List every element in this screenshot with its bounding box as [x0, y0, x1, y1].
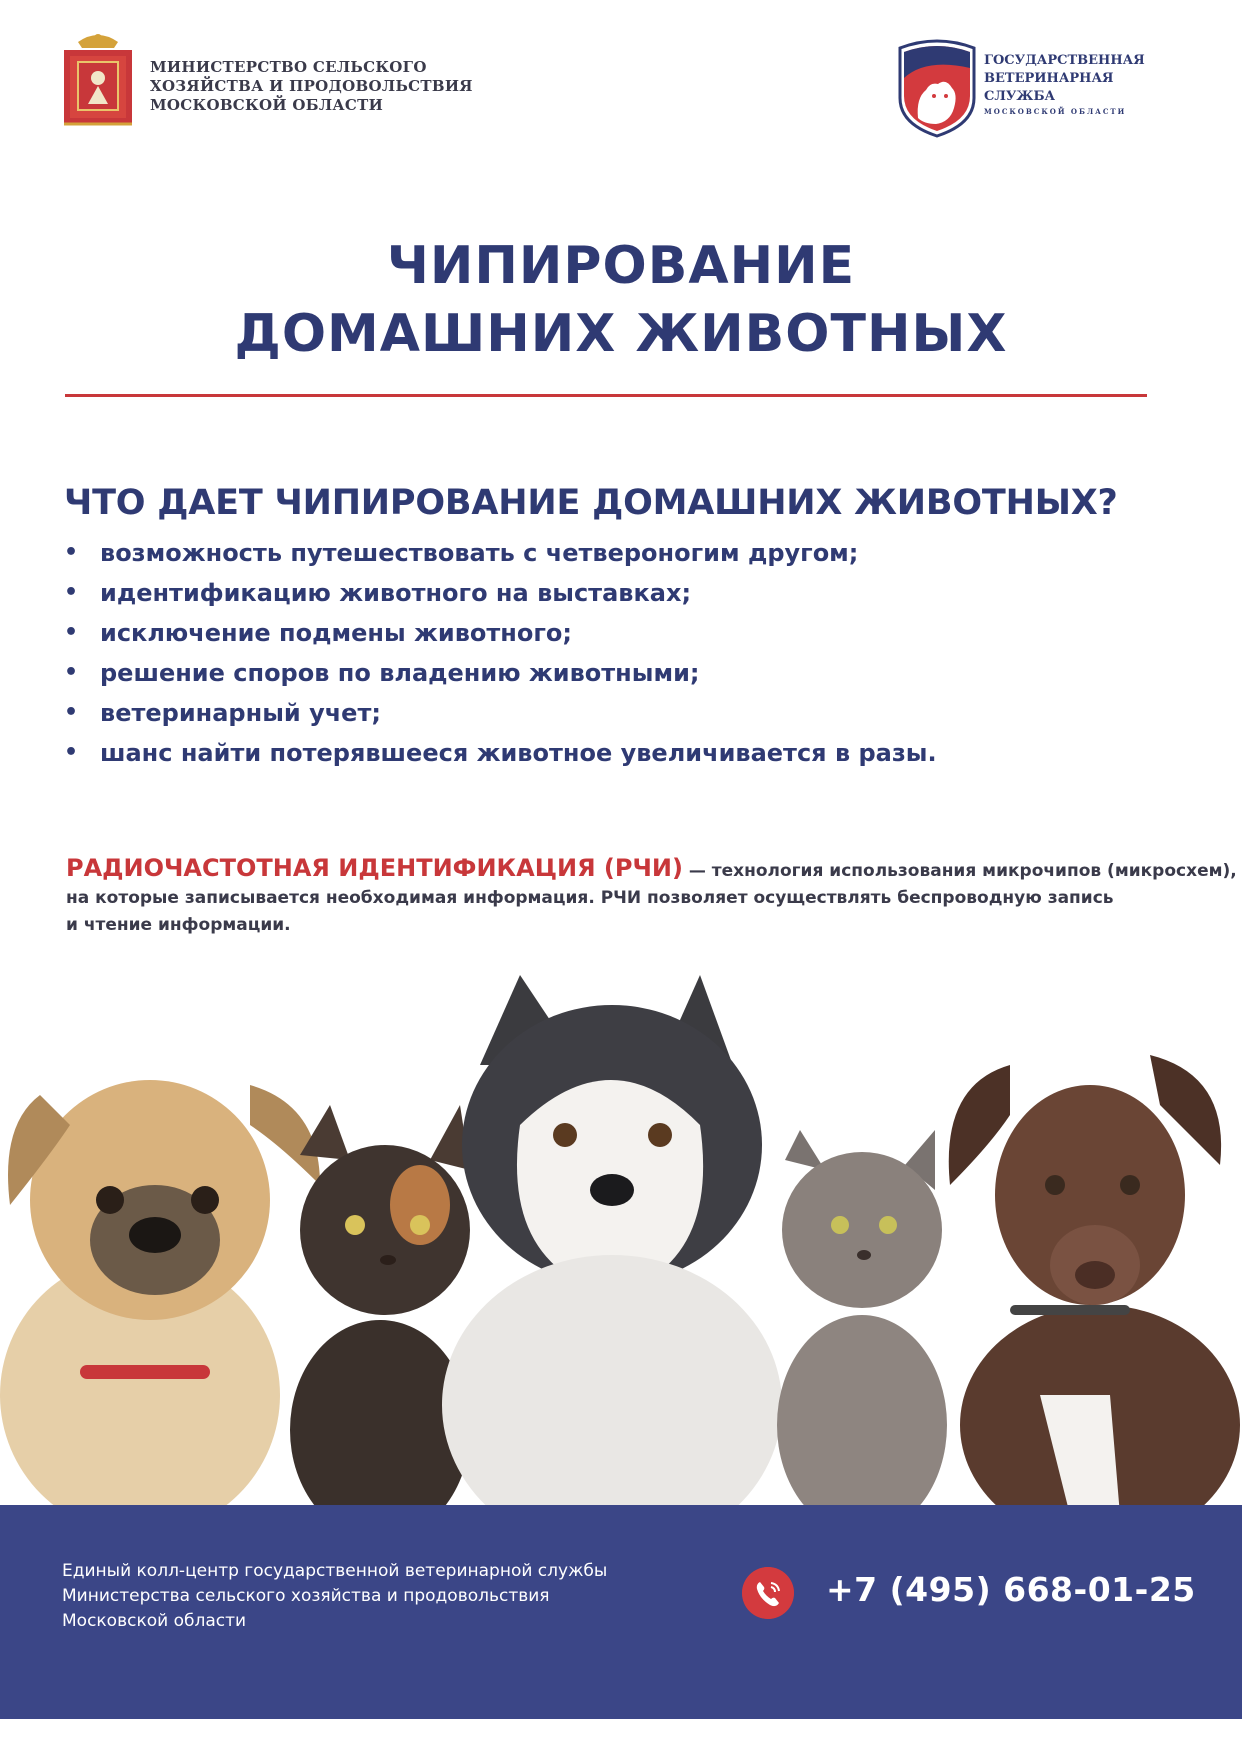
vet-service-region: МОСКОВСКОЙ ОБЛАСТИ	[984, 107, 1127, 116]
list-item	[64, 653, 1164, 693]
dog-left	[0, 1080, 320, 1515]
list-item	[64, 573, 1164, 613]
footer-line: Единый колл-центр государственной ветеринарной службы	[62, 1561, 608, 1581]
vet-service-name	[984, 52, 1164, 118]
list-item	[64, 733, 1164, 773]
ministry-name	[150, 58, 473, 115]
vet-service-line: СЛУЖБА	[984, 89, 1056, 104]
list-item-text: ветеринарный учет;	[100, 699, 381, 727]
list-item-text: идентификацию животного на выставках;	[100, 579, 692, 607]
rfid-description	[66, 854, 1237, 939]
phone-number[interactable]: +7 (495) 668-01-25	[826, 1570, 1196, 1609]
list-item	[64, 613, 1164, 653]
phone-icon[interactable]	[742, 1567, 794, 1619]
page-title	[0, 232, 1242, 368]
title-line: ДОМАШНИХ ЖИВОТНЫХ	[234, 304, 1008, 364]
cat-right	[777, 1130, 947, 1515]
list-item	[64, 533, 1164, 573]
list-item	[64, 693, 1164, 733]
bullet-icon: •	[64, 620, 79, 645]
benefits-list	[64, 533, 1164, 773]
rfid-text: и чтение информации.	[66, 915, 291, 935]
footer-line: Министерства сельского хозяйства и продовольствия	[62, 1586, 550, 1606]
list-item-text: решение споров по владению животными;	[100, 659, 700, 687]
list-item-text: исключение подмены животного;	[100, 619, 572, 647]
bullet-icon: •	[64, 740, 79, 765]
bullet-icon: •	[64, 540, 79, 565]
bullet-icon: •	[64, 700, 79, 725]
rfid-text: — технология использования микрочипов (микросхем),	[682, 861, 1237, 881]
title-divider	[65, 394, 1147, 397]
ministry-line: ХОЗЯЙСТВА И ПРОДОВОЛЬСТВИЯ	[150, 77, 473, 95]
vet-service-shield-icon	[896, 38, 978, 138]
list-item-text: шанс найти потерявшееся животное увеличивается в разы.	[100, 739, 937, 767]
pets-illustration	[0, 975, 1242, 1515]
vet-service-line: ГОСУДАРСТВЕННАЯ	[984, 53, 1145, 68]
call-center-description	[62, 1559, 682, 1634]
vet-service-line: ВЕТЕРИНАРНАЯ	[984, 71, 1114, 86]
moscow-region-crest-icon	[58, 28, 138, 128]
ministry-line: МОСКОВСКОЙ ОБЛАСТИ	[150, 96, 384, 114]
rfid-text: на которые записывается необходимая информация. РЧИ позволяет осуществлять беспроводную запись	[66, 888, 1114, 908]
list-item-text: возможность путешествовать с четвероногим другом;	[100, 539, 859, 567]
rfid-term: РАДИОЧАСТОТНАЯ ИДЕНТИФИКАЦИЯ (РЧИ)	[66, 854, 683, 882]
benefits-heading: ЧТО ДАЕТ ЧИПИРОВАНИЕ ДОМАШНИХ ЖИВОТНЫХ?	[64, 483, 1118, 523]
footer-line: Московской области	[62, 1611, 247, 1631]
husky-dog	[442, 975, 782, 1515]
title-line: ЧИПИРОВАНИЕ	[386, 236, 856, 296]
ministry-line: МИНИСТЕРСТВО СЕЛЬСКОГО	[150, 58, 427, 76]
bullet-icon: •	[64, 580, 79, 605]
bullet-icon: •	[64, 660, 79, 685]
dog-right	[949, 1055, 1240, 1515]
